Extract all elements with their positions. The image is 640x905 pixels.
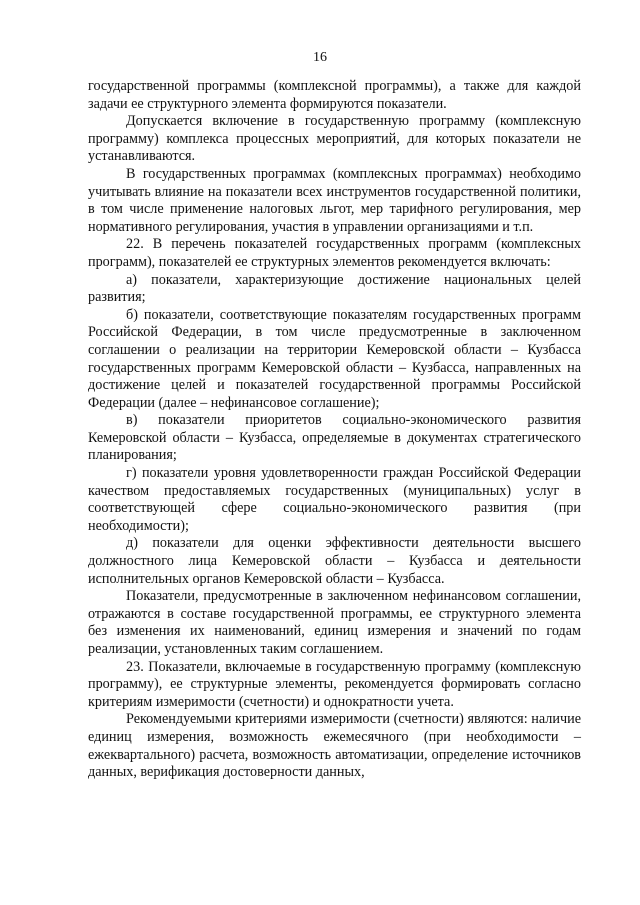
paragraph-6-list-b: б) показатели, соответствующие показателям государственных программ Российской Федерации, в том числе предусмотренные в заключенном соглашении о реализации на территории Кемеровской области – Кузбасса государственных программ Кемеровской области – Кузбасса, направленных на достижение целей и показателей государственной программы Российской Федерации (далее – нефинансовое соглашение); <box>88 306 581 411</box>
paragraph-12: Рекомендуемыми критериями измеримости (счетности) являются: наличие единиц измерения, возможность ежемесячного (при необходимости – ежеквартального) расчета, возможность автоматизации, определение источников данных, верификация достоверности данных, <box>88 711 581 781</box>
paragraph-5-list-a: а) показатели, характеризующие достижение национальных целей развития; <box>88 271 581 306</box>
paragraph-9-list-d: д) показатели для оценки эффективности деятельности высшего должностного лица Кемеровской области – Кузбасса и деятельности исполнительных органов Кемеровской области – Кузбасса. <box>88 535 581 587</box>
paragraph-10: Показатели, предусмотренные в заключенном нефинансовом соглашении, отражаются в составе государственной программы, ее структурного элемента без изменения их наименований, единиц измерения и значений по годам реализации, установленных таким соглашением. <box>88 588 581 657</box>
paragraph-1: государственной программы (комплексной программы), а также для каждой задачи ее структурного элемента формируются показатели. <box>88 78 581 112</box>
paragraph-8-list-g: г) показатели уровня удовлетворенности граждан Российской Федерации качеством предоставляемых государственных (муниципальных) услуг в соответствующей сфере социально-экономического развития (при необходимости); <box>88 465 581 534</box>
paragraph-2: Допускается включение в государственную программу (комплексную программу) комплекса процессных мероприятий, для которых показатели не устанавливаются. <box>88 113 581 165</box>
paragraph-11-item-23: 23. Показатели, включаемые в государственную программу (комплексную программу), ее структурные элементы, рекомендуется формировать согласно критериям измеримости (счетности) и однократности учета. <box>88 658 581 710</box>
page-number: 16 <box>313 50 327 65</box>
paragraph-3: В государственных программах (комплексных программах) необходимо учитывать влияние на показатели всех инструментов государственной политики, в том числе применение налоговых льгот, мер тарифного регулирования, мер нормативного регулирования, участия в управлении организациями и т.п. <box>88 165 581 235</box>
paragraph-7-list-v: в) показатели приоритетов социально-экономического развития Кемеровской области – Кузбасса, определяемые в документах стратегического планирования; <box>88 412 581 464</box>
body-text <box>88 78 581 782</box>
paragraph-4-item-22: 22. В перечень показателей государственных программ (комплексных программ), показателей ее структурных элементов рекомендуется включать: <box>88 236 581 270</box>
